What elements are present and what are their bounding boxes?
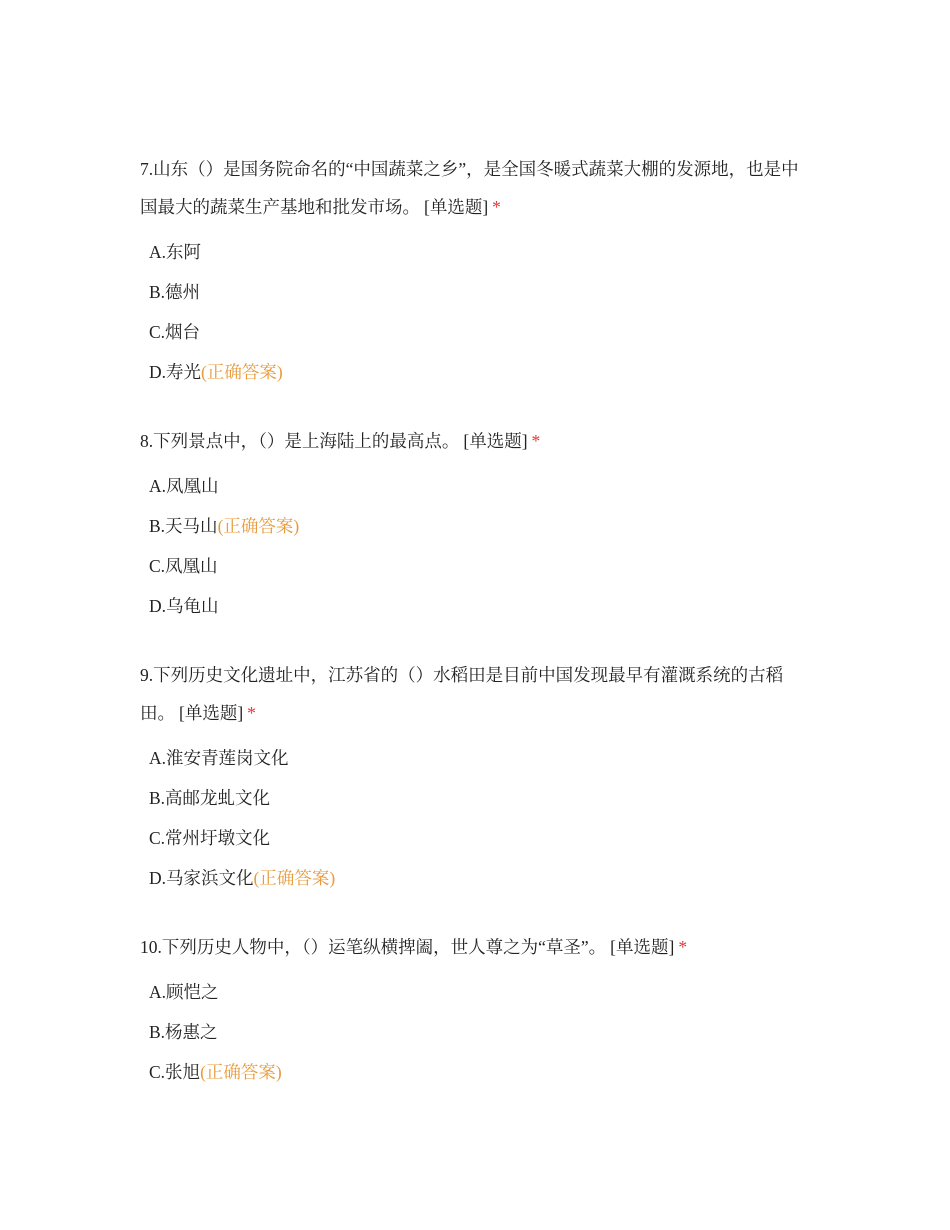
option-b[interactable] (140, 1012, 810, 1052)
question-text: 9.下列历史文化遗址中，江苏省的（）水稻田是目前中国发现最早有灌溉系统的古稻田。 (140, 665, 784, 723)
correct-answer-tag: (正确答案) (217, 516, 300, 536)
option-c[interactable] (140, 546, 810, 586)
question-type: [单选题] (610, 937, 675, 957)
question-text: 8.下列景点中，（）是上海陆上的最高点。 (140, 431, 460, 451)
question-7 (140, 150, 810, 392)
question-title (140, 150, 810, 226)
option-text: D.寿光 (149, 362, 202, 382)
option-a[interactable] (140, 232, 810, 272)
option-text: B.天马山 (149, 516, 218, 536)
question-text: 7.山东（）是国务院命名的“中国蔬菜之乡”，是全国冬暖式蔬菜大棚的发源地，也是中国最大的蔬菜生产基地和批发市场。 (140, 159, 799, 217)
question-type: [单选题] (463, 431, 528, 451)
option-text: B.杨惠之 (149, 1022, 218, 1042)
option-d[interactable] (140, 352, 810, 392)
option-text: B.德州 (149, 282, 201, 302)
question-9 (140, 656, 810, 898)
question-title (140, 656, 810, 732)
option-b[interactable] (140, 272, 810, 312)
question-title (140, 422, 810, 460)
required-mark: * (531, 431, 541, 451)
option-b[interactable] (140, 506, 810, 546)
option-text: A.淮安青莲岗文化 (149, 748, 289, 768)
correct-answer-tag: (正确答案) (201, 362, 283, 382)
option-c[interactable] (140, 818, 810, 858)
option-text: A.凤凰山 (149, 476, 219, 496)
question-title (140, 928, 810, 966)
question-8 (140, 422, 810, 626)
question-type: [单选题] (424, 197, 489, 217)
option-text: C.烟台 (149, 322, 201, 342)
option-text: B.高邮龙虬文化 (149, 788, 271, 808)
option-d[interactable] (140, 586, 810, 626)
question-10 (140, 928, 810, 1092)
option-a[interactable] (140, 466, 810, 506)
option-text: C.张旭 (149, 1062, 201, 1082)
option-a[interactable] (140, 738, 810, 778)
option-text: A.顾恺之 (149, 982, 219, 1002)
option-text: D.乌龟山 (149, 596, 219, 616)
option-text: C.凤凰山 (149, 556, 218, 576)
correct-answer-tag: (正确答案) (200, 1062, 282, 1082)
correct-answer-tag: (正确答案) (253, 868, 336, 888)
option-a[interactable] (140, 972, 810, 1012)
option-d[interactable] (140, 858, 810, 898)
question-text: 10.下列历史人物中，（）运笔纵横捭阖，世人尊之为“草圣”。 (140, 937, 607, 957)
required-mark: * (247, 703, 256, 723)
option-c[interactable] (140, 1052, 810, 1092)
option-text: C.常州圩墩文化 (149, 828, 271, 848)
question-type: [单选题] (179, 703, 244, 723)
option-b[interactable] (140, 778, 810, 818)
option-text: A.东阿 (149, 242, 202, 262)
option-c[interactable] (140, 312, 810, 352)
required-mark: * (678, 937, 688, 957)
option-text: D.马家浜文化 (149, 868, 254, 888)
required-mark: * (492, 197, 501, 217)
